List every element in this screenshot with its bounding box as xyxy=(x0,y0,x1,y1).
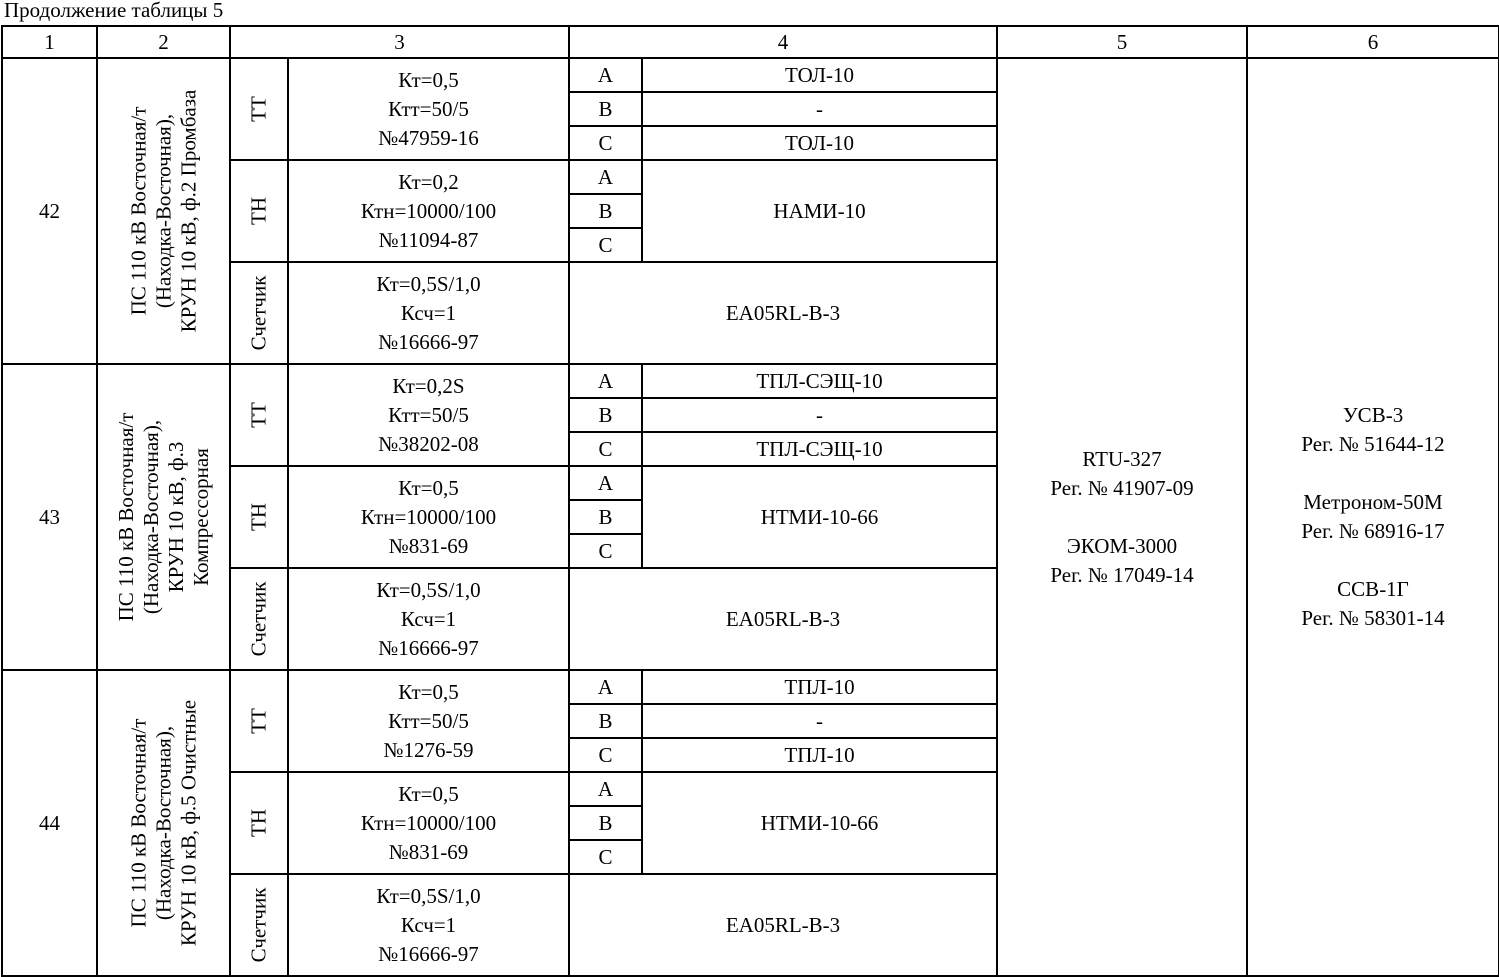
object-name-cell xyxy=(97,364,230,670)
col5-devices: RTU-327 Рег. № 41907-09 ЭКОМ-3000 Рег. № 17049-14 xyxy=(997,58,1247,976)
col6-devices: УСВ-3 Рег. № 51644-12 Метроном-50М Рег. № 68916-17 ССВ-1Г Рег. № 58301-14 xyxy=(1247,58,1499,976)
phase-label: А xyxy=(569,364,642,398)
table-row xyxy=(2,58,1499,92)
tn-label-cell xyxy=(230,772,288,874)
object-name-cell xyxy=(97,58,230,364)
meter-type: EA05RL-B-3 xyxy=(569,568,997,670)
phase-label: А xyxy=(569,160,642,194)
tn-label: ТН xyxy=(246,809,271,837)
phase-label: С xyxy=(569,738,642,772)
tt-label: ТТ xyxy=(246,708,271,734)
tn-label-cell xyxy=(230,160,288,262)
header-cell-6: 6 xyxy=(1247,26,1499,58)
meter-params: Кт=0,5S/1,0 Ксч=1 №16666-97 xyxy=(288,262,569,364)
tt-type: ТПЛ-СЭЩ-10 xyxy=(642,364,997,398)
equipment-table xyxy=(1,25,1499,977)
phase-label: В xyxy=(569,92,642,126)
tt-type: ТПЛ-10 xyxy=(642,670,997,704)
object-name-cell xyxy=(97,670,230,976)
tn-params: Кт=0,2 Ктн=10000/100 №11094-87 xyxy=(288,160,569,262)
header-cell-4: 4 xyxy=(569,26,997,58)
tn-params: Кт=0,5 Ктн=10000/100 №831-69 xyxy=(288,772,569,874)
row-number: 43 xyxy=(2,364,97,670)
phase-label: В xyxy=(569,398,642,432)
meter-type: EA05RL-B-3 xyxy=(569,262,997,364)
header-cell-1: 1 xyxy=(2,26,97,58)
phase-label: А xyxy=(569,670,642,704)
header-cell-2: 2 xyxy=(97,26,230,58)
tn-label: ТН xyxy=(246,503,271,531)
header-cell-3: 3 xyxy=(230,26,569,58)
meter-label-cell xyxy=(230,568,288,670)
tt-type: - xyxy=(642,704,997,738)
meter-type: EA05RL-B-3 xyxy=(569,874,997,976)
tt-label-cell xyxy=(230,670,288,772)
object-name: ПС 110 кВ Восточная/т (Находка-Восточная), КРУН 10 кВ, ф.2 Промбаза xyxy=(126,89,200,333)
meter-params: Кт=0,5S/1,0 Ксч=1 №16666-97 xyxy=(288,874,569,976)
meter-label-cell xyxy=(230,262,288,364)
tt-type: ТОЛ-10 xyxy=(642,126,997,160)
phase-label: С xyxy=(569,126,642,160)
phase-label: А xyxy=(569,466,642,500)
meter-label-cell xyxy=(230,874,288,976)
object-name: ПС 110 кВ Восточная/т (Находка-Восточная), КРУН 10 кВ, ф.3 Компрессорная xyxy=(113,412,213,622)
tt-type: - xyxy=(642,398,997,432)
tt-type: ТПЛ-СЭЩ-10 xyxy=(642,432,997,466)
tn-type: НАМИ-10 xyxy=(642,160,997,262)
phase-label: В xyxy=(569,806,642,840)
tt-label-cell xyxy=(230,58,288,160)
meter-label: Счетчик xyxy=(246,887,271,963)
header-row xyxy=(2,26,1499,58)
phase-label: С xyxy=(569,432,642,466)
object-name: ПС 110 кВ Восточная/т (Находка-Восточная), КРУН 10 кВ, ф.5 Очистные xyxy=(126,699,200,947)
tn-type: НТМИ-10-66 xyxy=(642,466,997,568)
tt-type: - xyxy=(642,92,997,126)
meter-label: Счетчик xyxy=(246,275,271,351)
tt-label: ТТ xyxy=(246,402,271,428)
phase-label: А xyxy=(569,772,642,806)
phase-label: В xyxy=(569,500,642,534)
table-caption: Продолжение таблицы 5 xyxy=(4,0,224,22)
phase-label: В xyxy=(569,194,642,228)
phase-label: С xyxy=(569,840,642,874)
tn-params: Кт=0,5 Ктн=10000/100 №831-69 xyxy=(288,466,569,568)
row-number: 44 xyxy=(2,670,97,976)
meter-params: Кт=0,5S/1,0 Ксч=1 №16666-97 xyxy=(288,568,569,670)
phase-label: А xyxy=(569,58,642,92)
tt-label: ТТ xyxy=(246,96,271,122)
tt-params: Кт=0,5 Ктт=50/5 №47959-16 xyxy=(288,58,569,160)
meter-label: Счетчик xyxy=(246,581,271,657)
tt-params: Кт=0,5 Ктт=50/5 №1276-59 xyxy=(288,670,569,772)
phase-label: С xyxy=(569,228,642,262)
tn-type: НТМИ-10-66 xyxy=(642,772,997,874)
phase-label: В xyxy=(569,704,642,738)
tt-type: ТПЛ-10 xyxy=(642,738,997,772)
tt-label-cell xyxy=(230,364,288,466)
tn-label-cell xyxy=(230,466,288,568)
row-number: 42 xyxy=(2,58,97,364)
header-cell-5: 5 xyxy=(997,26,1247,58)
tn-label: ТН xyxy=(246,197,271,225)
tt-type: ТОЛ-10 xyxy=(642,58,997,92)
phase-label: С xyxy=(569,534,642,568)
tt-params: Кт=0,2S Ктт=50/5 №38202-08 xyxy=(288,364,569,466)
